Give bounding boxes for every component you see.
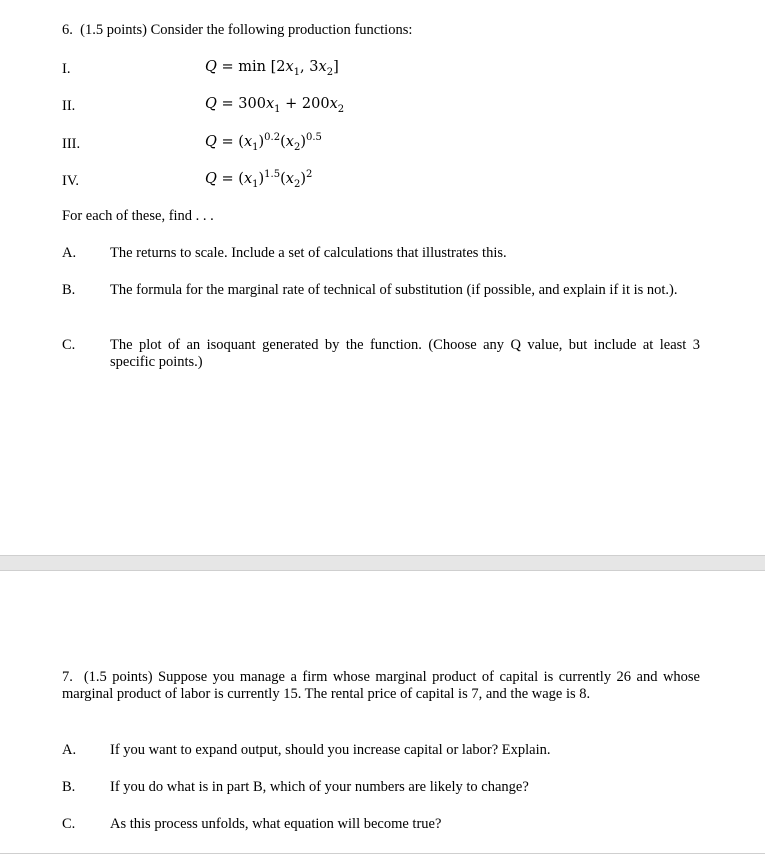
function-equation-1: $Q = \min [2x_1$, $3x_2$] bbox=[205, 59, 339, 78]
q7-text: (1.5 points) Suppose you manage a firm whose marginal product of capital is currently 26 and whose marginal product of labor is currently 15. The rental price of capital is 7, and the wage is 8. bbox=[62, 669, 700, 702]
q6-number: 6. bbox=[62, 22, 73, 38]
q7-number: 7. bbox=[62, 669, 73, 685]
bottom-rule bbox=[0, 853, 765, 854]
function-label-3: III. bbox=[62, 136, 81, 152]
q7-item-c-text: As this process unfolds, what equation will become true? bbox=[110, 816, 442, 832]
q6-item-b-letter: B. bbox=[62, 282, 76, 298]
q6-item-a-letter: A. bbox=[62, 245, 77, 261]
q6-item-c-letter: C. bbox=[62, 337, 76, 353]
function-equation-4: $Q = (x_1)^{1.5}(x_2)^2$ bbox=[205, 169, 313, 190]
q7-heading bbox=[62, 669, 700, 703]
q6-item-b-text: The formula for the marginal rate of technical of substitution (if possible, and explain if it is not.). bbox=[110, 282, 678, 298]
q7-item-b-letter: B. bbox=[62, 779, 76, 795]
function-equation-3: $Q = (x_1)^{0.2}(x_2)^{0.5}$ bbox=[205, 132, 322, 153]
q6-item-c-text: The plot of an isoquant generated by the function. (Choose any Q value, but include at least 3 specific points.) bbox=[110, 337, 700, 370]
function-label-4: IV. bbox=[62, 173, 80, 189]
q7-item-b-text: If you do what is in part B, which of your numbers are likely to change? bbox=[110, 779, 529, 795]
q6-text: (1.5 points) Consider the following production functions: bbox=[80, 22, 413, 38]
q6-item-a-text: The returns to scale. Include a set of calculations that illustrates this. bbox=[110, 245, 507, 261]
function-equation-2: $Q = 300x_1 + 200x_2$ bbox=[205, 96, 345, 115]
q7-item-a-letter: A. bbox=[62, 742, 77, 758]
q7-item-c-letter: C. bbox=[62, 816, 76, 832]
q6-prompt: For each of these, find . . . bbox=[62, 208, 214, 224]
function-label-2: II. bbox=[62, 98, 76, 114]
function-label-1: I. bbox=[62, 61, 71, 77]
q6-heading bbox=[62, 22, 412, 39]
q7-item-a-text: If you want to expand output, should you increase capital or labor? Explain. bbox=[110, 742, 551, 758]
page-break bbox=[0, 555, 765, 571]
